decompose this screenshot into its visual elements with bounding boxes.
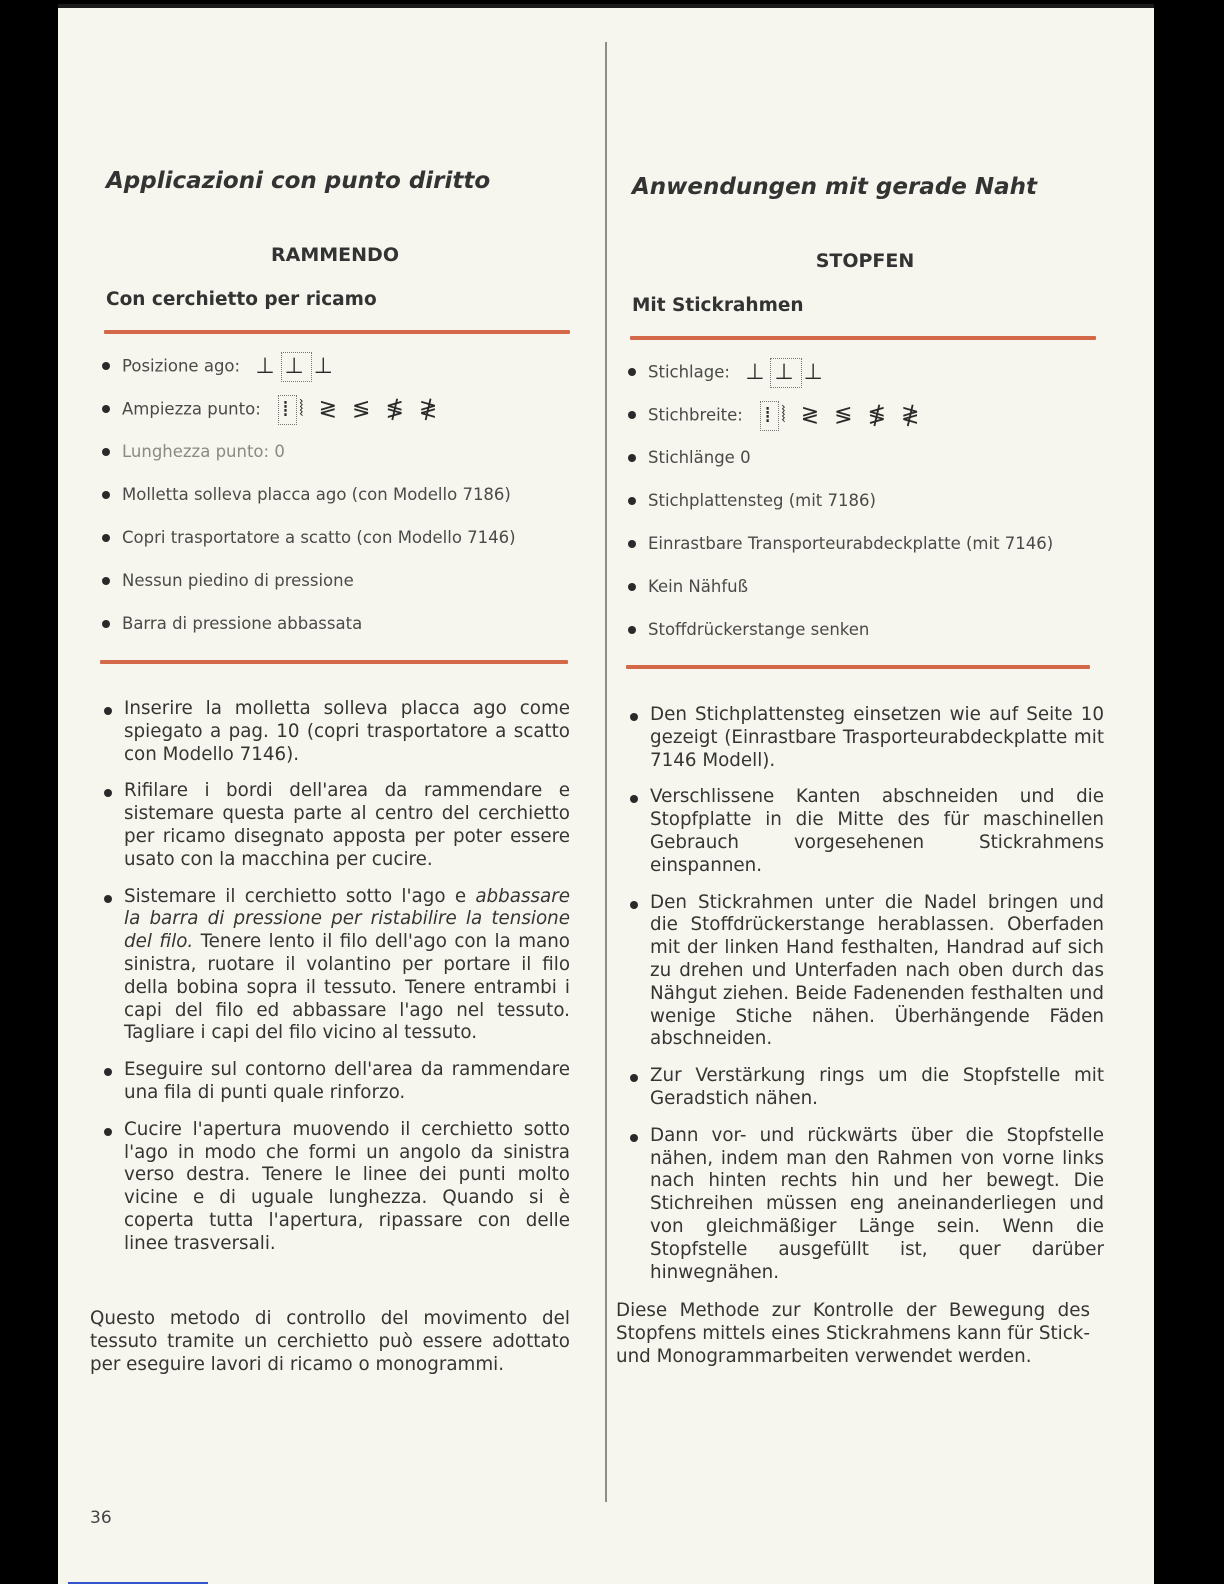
left-section-title: RAMMENDO [271, 244, 399, 266]
right-rule-top [630, 336, 1096, 340]
left-steps [100, 698, 570, 1270]
spec-left-4: Molletta solleva placca ago (con Modello 7186) [100, 481, 570, 524]
left-subheading: Con cerchietto per ricamo [106, 289, 377, 310]
right-spec-list [626, 358, 1104, 659]
stitch-width-icon: ⁞ ⦚ ≷ ≶ ≸ ≹ [276, 395, 441, 425]
spec-right-5: Einrastbare Transporteurabdeckplatte (mit 7146) [626, 530, 1104, 573]
left-step-5: Cucire l'apertura muovendo il cerchietto sotto l'ago in modo che formi un angolo da sinistra verso destra. Tenere le linee dei punti molto vicine e di uguale lunghezza. Quando si è coperta tutta l'apertura, ripassare con delle linee trasversali. [100, 1119, 570, 1256]
spec-stitch-width: Ampiezza punto: ⁞ ⦚ ≷ ≶ ≸ ≹ [100, 395, 570, 438]
left-closing: Questo metodo di controllo del movimento del tessuto tramite un cerchietto può essere adottato per eseguire lavori di ricamo o monogrammi. [90, 1308, 570, 1375]
spec-left-5: Copri trasportatore a scatto (con Modello 7146) [100, 524, 570, 567]
right-step-2: Verschlissene Kanten abschneiden und die Stopfplatte in die Mitte des für maschinellen Gebrauch vorgesehenen Stickrahmens einspannen. [626, 786, 1104, 877]
left-column [90, 4, 570, 1504]
spec-right-4: Stichplattensteg (mit 7186) [626, 487, 1104, 530]
spec-right-6: Kein Nähfuß [626, 573, 1104, 616]
needle-position-icon: ⊥ ⊥ ⊥ [255, 352, 337, 382]
left-rule-bottom [100, 660, 568, 664]
spec-stichlaenge: Stichlänge 0 [626, 444, 1104, 487]
right-step-1: Den Stichplattensteg einsetzen wie auf Seite 10 gezeigt (Einrastbare Trasporteurabdeckplatte mit 7146 Modell). [626, 704, 1104, 772]
right-heading: Anwendungen mit gerade Naht [632, 174, 1038, 200]
left-spec-list [100, 352, 570, 653]
spec-needle-position: Posizione ago: ⊥ ⊥ ⊥ [100, 352, 570, 395]
left-heading: Applicazioni con punto diritto [106, 168, 491, 194]
right-step-4: Zur Verstärkung rings um die Stopfstelle mit Geradstich nähen. [626, 1065, 1104, 1111]
right-rule-bottom [626, 665, 1090, 669]
left-rule-top [104, 330, 570, 334]
spec-stichlage: Stichlage: ⊥ ⊥ ⊥ [626, 358, 1104, 401]
stichbreite-icon: ⁞ ⦚ ≷ ≶ ≸ ≹ [758, 401, 923, 431]
spec-right-7: Stoffdrückerstange senken [626, 616, 1104, 659]
spec-stichbreite: Stichbreite: ⁞ ⦚ ≷ ≶ ≸ ≹ [626, 401, 1104, 444]
page-number: 36 [90, 1508, 112, 1528]
spec-left-7: Barra di pressione abbassata [100, 610, 570, 653]
left-step-1: Inserire la molletta solleva placca ago come spiegato a pag. 10 (copri trasportatore a scatto con Modello 7146). [100, 698, 570, 766]
manual-page [58, 4, 1154, 1584]
right-column [616, 4, 1104, 1504]
column-divider [605, 42, 607, 1502]
right-section-title: STOPFEN [815, 250, 915, 272]
spec-stitch-length: Lunghezza punto: 0 [100, 438, 570, 481]
stichlage-icon: ⊥ ⊥ ⊥ [745, 358, 827, 388]
right-subheading: Mit Stickrahmen [632, 295, 804, 316]
left-step-2: Rifilare i bordi dell'area da rammendare e sistemare questa parte al centro del cerchietto per ricamo disegnato apposta per poter essere usato con la macchina per cucire. [100, 780, 570, 871]
left-step-3: Sistemare il cerchietto sotto l'ago e abbassare la barra di pressione per ristabilire la tensione del filo. Tenere lento il filo dell'ago con la mano sinistra, ruotare il volantino per portare il filo della bobina sopra il tessuto. Tenere entrambi i capi del filo ed abbassare l'ago nel tessuto. Tagliare i capi del filo vicino al tessuto. [100, 886, 570, 1046]
right-step-3: Den Stickrahmen unter die Nadel bringen und die Stoffdrückerstange herablassen. Oberfaden mit der linken Hand festhalten, Handrad auf sich zu drehen und Unterfaden nach oben durch das Nähgut ziehen. Beide Fadenenden festhalten und wenige Stiche nähen. Überhängende Fäden abschneiden. [626, 892, 1104, 1052]
left-step-4: Eseguire sul contorno dell'area da rammendare una fila di punti quale rinforzo. [100, 1059, 570, 1105]
spec-left-6: Nessun piedino di pressione [100, 567, 570, 610]
right-step-5: Dann vor- und rückwärts über die Stopfstelle nähen, indem man den Rahmen von vorne links nach hinten rechts hin und her bewegt. Die Stichreihen müssen eng aneinanderliegen und von gleichmäßiger Länge sein. Wenn die Stopfstelle ausgefüllt ist, quer darüber hinwegnähen. [626, 1125, 1104, 1285]
right-closing: Diese Methode zur Kontrolle der Bewegung des Stopfens mittels eines Stickrahmens kann für Stick- und Monogrammarbeiten verwendet werden. [616, 1300, 1090, 1367]
right-steps [626, 704, 1104, 1298]
